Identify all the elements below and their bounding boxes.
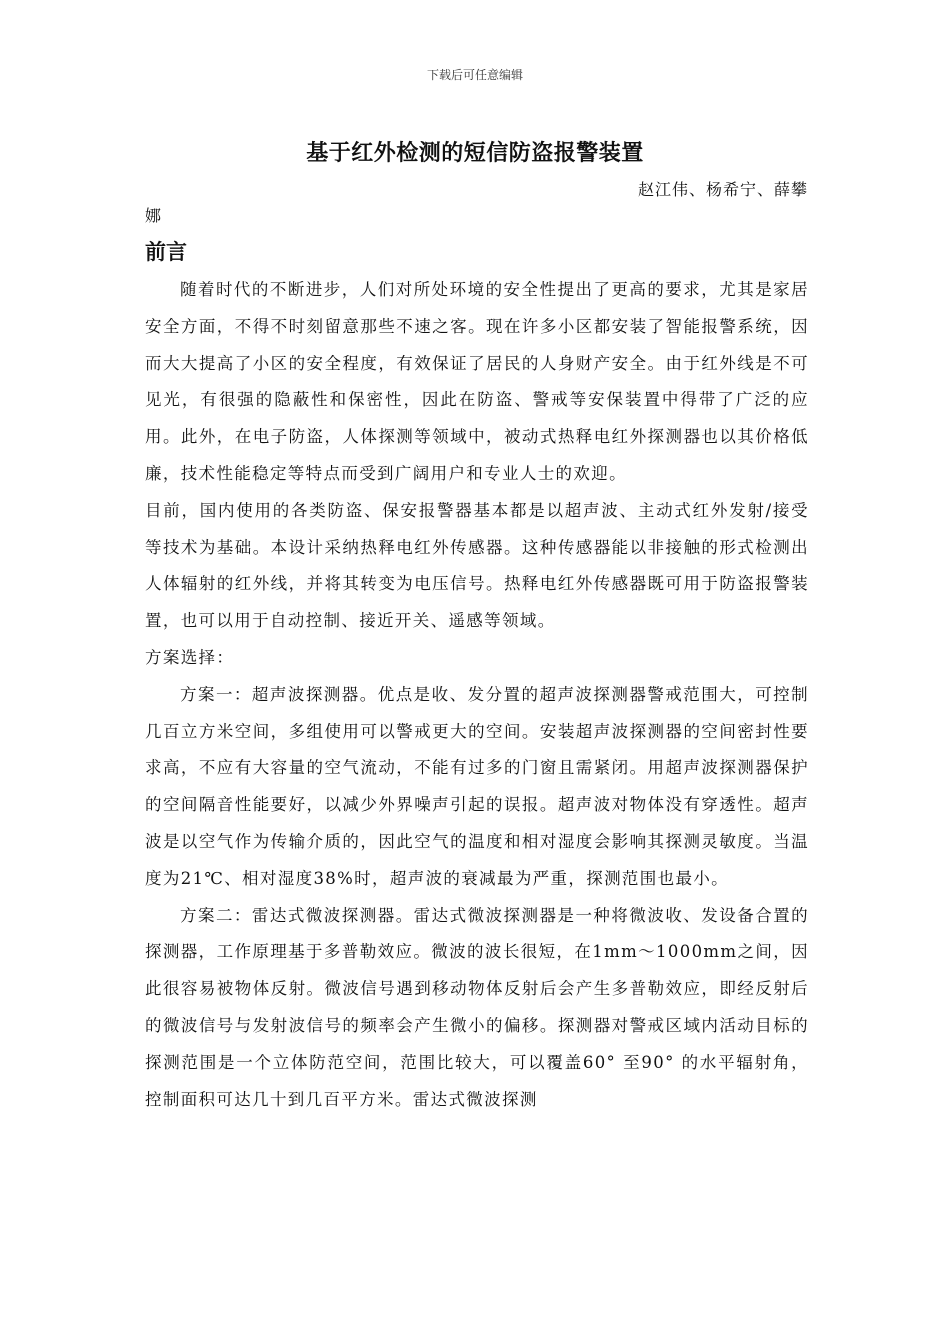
- paragraph-scheme-two: 方案二：雷达式微波探测器。雷达式微波探测器是一种将微波收、发设备合置的探测器，工作原理基于多普勒效应。微波的波长很短，在1mm～1000mm之间，因此很容易被物体反射。微波信号遇到移动物体反射后会产生多普勒效应，即经反射后的微波信号与发射波信号的频率会产生微小的偏移。探测器对警戒区域内活动目标的探测范围是一个立体防范空间，范围比较大，可以覆盖60° 至90° 的水平辐射角，控制面积可达几十到几百平方米。雷达式微波探测: [145, 905, 809, 1109]
- paragraph-scheme-selection-label: 方案选择：: [145, 647, 235, 667]
- document-title: 基于红外检测的短信防盗报警装置: [306, 141, 644, 166]
- authors-line: 赵江伟、杨希宁、薛攀: [637, 180, 808, 199]
- authors-line-continued: 娜: [145, 206, 162, 225]
- document-body: [145, 272, 809, 1118]
- paragraph-intro: 随着时代的不断进步，人们对所处环境的安全性提出了更高的要求，尤其是家居安全方面，不得不时刻留意那些不速之客。现在许多小区都安装了智能报警系统，因而大大提高了小区的安全程度，有效保证了居民的人身财产安全。由于红外线是不可见光，有很强的隐蔽性和保密性，因此在防盗、警戒等安保装置中得带了广泛的应用。此外，在电子防盗，人体探测等领域中，被动式热释电红外探测器也以其价格低廉，技术性能稳定等特点而受到广阔用户和专业人士的欢迎。: [145, 280, 809, 483]
- section-heading-preface: 前言: [145, 240, 187, 264]
- paragraph-scheme-one: 方案一：超声波探测器。优点是收、发分置的超声波探测器警戒范围大，可控制几百立方米空间，多组使用可以警戒更大的空间。安装超声波探测器的空间密封性要求高，不应有大容量的空气流动，不能有过多的门窗且需紧闭。用超声波探测器保护的空间隔音性能要好，以减少外界噪声引起的误报。超声波对物体没有穿透性。超声波是以空气作为传输介质的，因此空气的温度和相对湿度会影响其探测灵敏度。当温度为21℃、相对湿度38%时，超声波的衰减最为严重，探测范围也最小。: [145, 684, 809, 888]
- page-header-note: 下载后可任意编辑: [426, 68, 523, 82]
- paragraph-current-tech: 目前，国内使用的各类防盗、保安报警器基本都是以超声波、主动式红外发射/接受等技术为基础。本设计采纳热释电红外传感器。这种传感器能以非接触的形式检测出人体辐射的红外线，并将其转变为电压信号。热释电红外传感器既可用于防盗报警装置，也可以用于自动控制、接近开关、遥感等领域。: [145, 500, 809, 631]
